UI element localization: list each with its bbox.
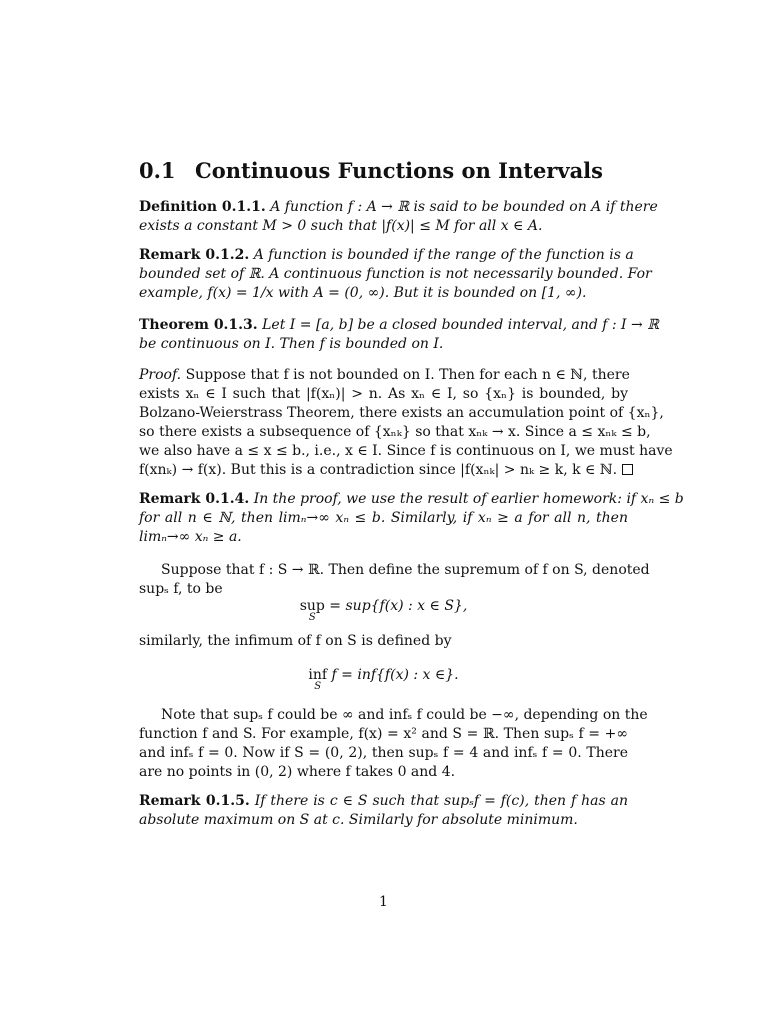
proof-line-4: so there exists a subsequence of {xₙₖ} so that xₙₖ → x. Since a ≤ xₙₖ ≤ b,: [139, 424, 651, 440]
remark-label: Remark 0.1.5.: [139, 793, 250, 809]
definition-line-1: Definition 0.1.1. A function f : A → ℝ is said to be bounded on A if there: [139, 199, 658, 215]
infimum-equation: [139, 667, 628, 692]
proof-line-6: f(xnₖ) → f(x). But this is a contradiction since |f(xₙₖ| > nₖ ≥ k, k ∈ ℕ.: [139, 461, 628, 480]
inf-operator: inf S: [308, 667, 328, 692]
sup-rhs: = sup{f(x) : x ∈ S},: [324, 598, 468, 614]
qed-square-icon: [622, 464, 633, 475]
remark-0-1-2: [139, 246, 652, 303]
remark-0-1-5: [139, 792, 628, 830]
remark-line-2: bounded set of ℝ. A continuous function is not necessarily bounded. For: [139, 266, 652, 282]
inf-subscript: S: [314, 681, 322, 692]
paragraph-line-2: supₛ f, to be: [139, 581, 223, 597]
remark-label: Remark 0.1.2.: [139, 247, 250, 263]
paragraph-line-2: function f and S. For example, f(x) = x² and S = ℝ. Then supₛ f = +∞: [139, 726, 628, 742]
infimum-paragraph: [139, 632, 628, 651]
section-title: Continuous Functions on Intervals: [195, 158, 603, 183]
proof-label: Proof.: [139, 367, 182, 383]
remark-line-1: Remark 0.1.5. If there is c ∈ S such that supₛf = f(c), then f has an: [139, 793, 628, 809]
paragraph-line-1: Suppose that f : S → ℝ. Then define the supremum of f on S, denoted: [161, 562, 650, 578]
remark-line-1: Remark 0.1.4. In the proof, we use the result of earlier homework: if xₙ ≤ b: [139, 491, 684, 507]
theorem-0-1-3: [139, 316, 659, 354]
remark-line-3: limₙ→∞ xₙ ≥ a.: [139, 529, 242, 545]
supremum-paragraph: [139, 561, 650, 599]
paragraph-line-4: are no points in (0, 2) where f takes 0 and 4.: [139, 764, 456, 780]
sup-operator: sup S: [299, 598, 325, 623]
proof-line-2: exists xₙ ∈ I such that |f(xₙ)| > n. As xₙ ∈ I, so {xₙ} is bounded, by: [139, 386, 628, 402]
proof-line-1: Proof. Suppose that f is not bounded on I. Then for each n ∈ ℕ, there: [139, 367, 630, 383]
paragraph-line-1: similarly, the infimum of f on S is defined by: [139, 633, 452, 649]
theorem-label: Theorem 0.1.3.: [139, 317, 258, 333]
definition-line-2: exists a constant M > 0 such that |f(x)| ≤ M for all x ∈ A.: [139, 218, 543, 234]
supremum-equation: [139, 598, 628, 623]
theorem-line-1: Theorem 0.1.3. Let I = [a, b] be a closed bounded interval, and f : I → ℝ: [139, 317, 659, 333]
inf-rhs: f = inf{f(x) : x ∈}.: [327, 667, 459, 683]
remark-label: Remark 0.1.4.: [139, 491, 250, 507]
note-paragraph: [139, 706, 648, 782]
remark-line-3: example, f(x) = 1/x with A = (0, ∞). But it is bounded on [1, ∞).: [139, 285, 587, 301]
proof-line-3: Bolzano-Weierstrass Theorem, there exists an accumulation point of {xₙ},: [139, 405, 664, 421]
theorem-line-2: be continuous on I. Then f is bounded on I.: [139, 336, 444, 352]
remark-line-1: Remark 0.1.2. A function is bounded if the range of the function is a: [139, 247, 634, 263]
paragraph-line-1: Note that supₛ f could be ∞ and infₛ f could be −∞, depending on the: [161, 707, 648, 723]
paragraph-line-3: and infₛ f = 0. Now if S = (0, 2), then supₛ f = 4 and infₛ f = 0. There: [139, 745, 628, 761]
definition-0-1-1: [139, 198, 658, 236]
sup-subscript: S: [308, 612, 316, 623]
proof-block: [139, 366, 673, 480]
section-heading: [139, 158, 628, 183]
section-number: 0.1: [139, 158, 176, 183]
proof-line-5: we also have a ≤ x ≤ b., i.e., x ∈ I. Since f is continuous on I, we must have: [139, 443, 673, 459]
definition-label: Definition 0.1.1.: [139, 199, 266, 215]
page-number: 1: [379, 894, 388, 910]
remark-0-1-4: [139, 490, 684, 547]
remark-line-2: for all n ∈ ℕ, then limₙ→∞ xₙ ≤ b. Similarly, if xₙ ≥ a for all n, then: [139, 510, 628, 526]
remark-line-2: absolute maximum on S at c. Similarly for absolute minimum.: [139, 812, 578, 828]
